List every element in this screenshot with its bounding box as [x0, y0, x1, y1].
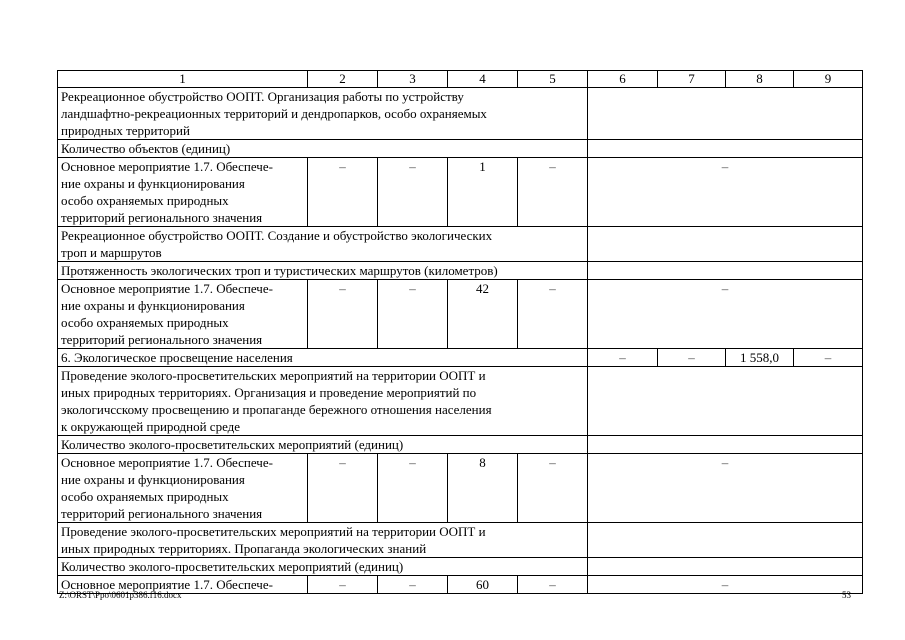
- text-line: Основное мероприятие 1.7. Обеспече-: [61, 281, 273, 296]
- text-line: экологичсскому просвещению и пропаганде бережного отношения населения: [61, 402, 492, 417]
- text-line: ние охраны и функционирования: [61, 176, 245, 191]
- table-row: [58, 158, 863, 227]
- text-line: к окружающей природной среде: [61, 419, 241, 434]
- value-cell: –: [658, 349, 726, 367]
- header-cell: 8: [726, 71, 794, 88]
- table-row: [58, 280, 863, 349]
- text-line: Основное мероприятие 1.7. Обеспече-: [61, 159, 273, 174]
- table-row: [58, 88, 863, 140]
- text-line: ние охраны и функционирования: [61, 472, 245, 487]
- measure-label: [58, 454, 308, 523]
- indicator-label: Количество объектов (единиц): [58, 140, 588, 158]
- value-cell: –: [308, 158, 378, 227]
- section-title: [58, 88, 588, 140]
- text-line: территорий регионального значения: [61, 506, 263, 521]
- table-row: [58, 262, 863, 280]
- text-line: особо охраняемых природных: [61, 193, 229, 208]
- header-cell: 9: [794, 71, 863, 88]
- empty-cell: [588, 88, 863, 140]
- text-line: особо охраняемых природных: [61, 315, 229, 330]
- value-cell: –: [588, 454, 863, 523]
- text-line: иных природных территориях. Пропаганда экологических знаний: [61, 541, 427, 556]
- text-line: особо охраняемых природных: [61, 489, 229, 504]
- value-cell: 60: [448, 576, 518, 594]
- empty-cell: [588, 558, 863, 576]
- text-line: территорий регионального значения: [61, 332, 263, 347]
- header-cell: 1: [58, 71, 308, 88]
- text-line: Рекреационное обустройство ООПТ. Организация работы по устройству: [61, 89, 464, 104]
- value-cell: –: [588, 280, 863, 349]
- value-cell: –: [378, 576, 448, 594]
- value-cell: –: [588, 158, 863, 227]
- empty-cell: [588, 436, 863, 454]
- indicator-label: Количество эколого-просветительских мероприятий (единиц): [58, 558, 588, 576]
- text-line: ландшафтно-рекреационных территорий и дендропарков, особо охраняемых: [61, 106, 487, 121]
- text-line: Проведение эколого-просветительских мероприятий на территории ООПТ и: [61, 524, 486, 539]
- value-cell: –: [378, 280, 448, 349]
- value-cell: –: [308, 280, 378, 349]
- measure-label: Основное мероприятие 1.7. Обеспече-: [58, 576, 308, 594]
- empty-cell: [588, 523, 863, 558]
- table-row: [58, 140, 863, 158]
- value-cell: –: [794, 349, 863, 367]
- section-title: [58, 367, 588, 436]
- value-cell: 8: [448, 454, 518, 523]
- measure-label: [58, 158, 308, 227]
- header-cell: 4: [448, 71, 518, 88]
- section-title: [58, 227, 588, 262]
- value-cell: –: [518, 280, 588, 349]
- text-line: троп и маршрутов: [61, 245, 162, 260]
- text-line: Рекреационное обустройство ООПТ. Создание и обустройство экологических: [61, 228, 493, 243]
- file-path-footer: Z:\ORST\Ppo\0601p386.f16.docx: [59, 590, 182, 600]
- table-row: [58, 454, 863, 523]
- indicator-label: Количество эколого-просветительских мероприятий (единиц): [58, 436, 588, 454]
- value-cell: –: [378, 158, 448, 227]
- value-cell: –: [308, 454, 378, 523]
- value-cell: –: [518, 454, 588, 523]
- section-title: [58, 523, 588, 558]
- indicator-label: Протяженность экологических троп и туристических маршрутов (километров): [58, 262, 588, 280]
- value-cell: –: [588, 576, 863, 594]
- table-row: [58, 558, 863, 576]
- empty-cell: [588, 227, 863, 262]
- header-cell: 2: [308, 71, 378, 88]
- table-row: [58, 227, 863, 262]
- table-row: [58, 436, 863, 454]
- header-cell: 5: [518, 71, 588, 88]
- table-row: [58, 349, 863, 367]
- empty-cell: [588, 367, 863, 436]
- header-cell: 7: [658, 71, 726, 88]
- header-cell: 3: [378, 71, 448, 88]
- text-line: Основное мероприятие 1.7. Обеспече-: [61, 455, 273, 470]
- empty-cell: [588, 262, 863, 280]
- value-cell: –: [308, 576, 378, 594]
- measure-label: [58, 280, 308, 349]
- program-table: [57, 70, 863, 594]
- text-line: территорий регионального значения: [61, 210, 263, 225]
- section-title: 6. Экологическое просвещение населения: [58, 349, 588, 367]
- table-row: [58, 523, 863, 558]
- table-row: [58, 367, 863, 436]
- value-cell: 42: [448, 280, 518, 349]
- header-cell: 6: [588, 71, 658, 88]
- header-row: [58, 71, 863, 88]
- text-line: природных территорий: [61, 123, 190, 138]
- value-cell: 1: [448, 158, 518, 227]
- text-line: иных природных территориях. Организация и проведение мероприятий по: [61, 385, 477, 400]
- text-line: ние охраны и функционирования: [61, 298, 245, 313]
- value-cell: –: [518, 576, 588, 594]
- page-number: 53: [842, 590, 851, 600]
- value-cell: 1 558,0: [726, 349, 794, 367]
- value-cell: –: [588, 349, 658, 367]
- text-line: Проведение эколого-просветительских мероприятий на территории ООПТ и: [61, 368, 486, 383]
- empty-cell: [588, 140, 863, 158]
- value-cell: –: [378, 454, 448, 523]
- value-cell: –: [518, 158, 588, 227]
